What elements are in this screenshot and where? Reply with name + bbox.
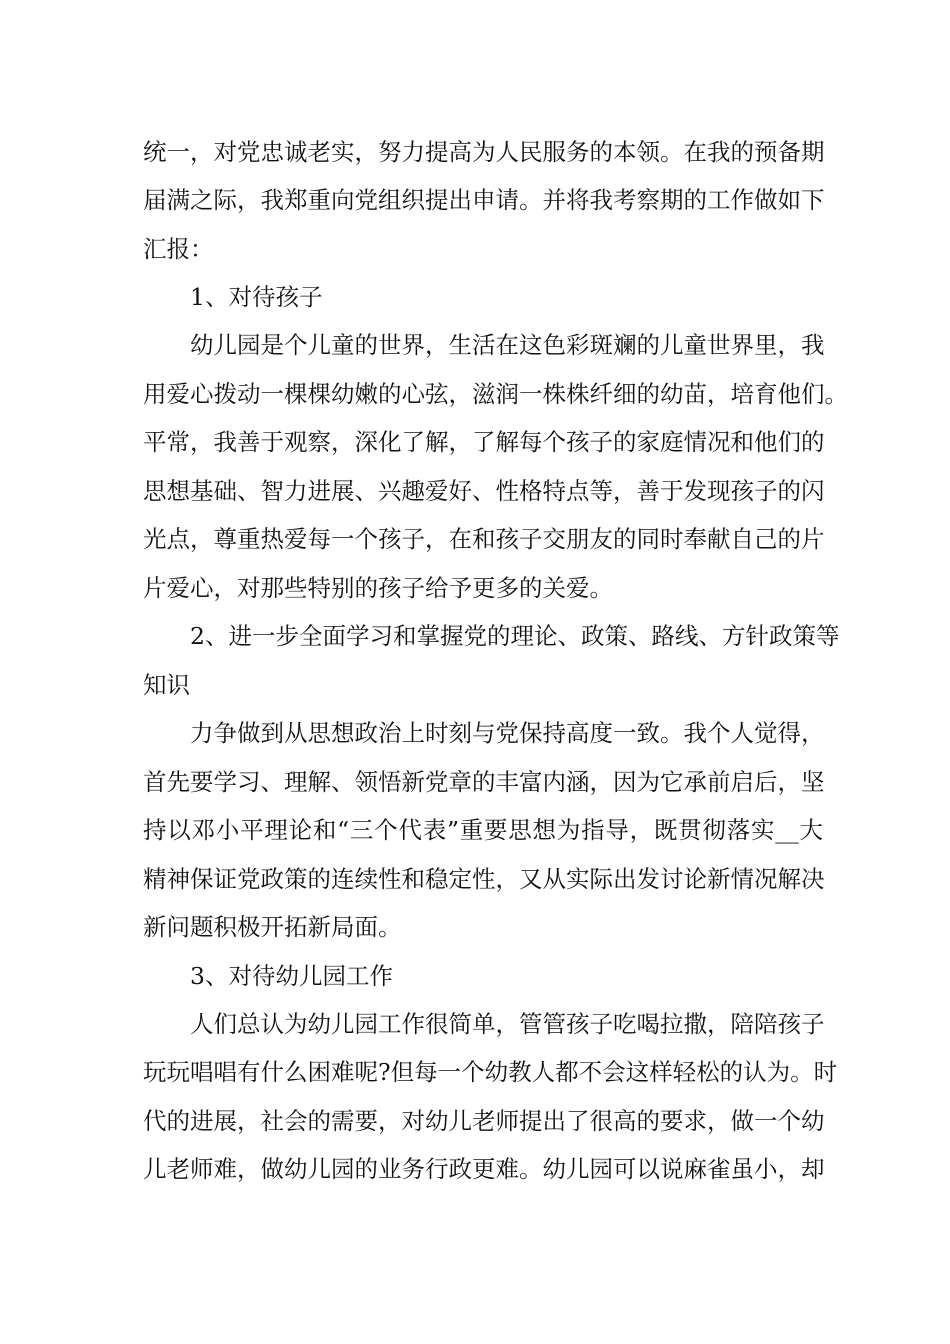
body-text-line: 儿老师难，做幼儿园的业务行政更难。幼儿园可以说麻雀虽小，却 xyxy=(143,1155,825,1183)
body-text-line: 玩玩唱唱有什么困难呢?但每一个幼教人都不会这样轻松的认为。时 xyxy=(143,1058,838,1086)
body-text-line: 幼儿园是个儿童的世界，生活在这色彩斑斓的儿童世界里，我 xyxy=(190,331,825,359)
section-heading-2-continued: 知识 xyxy=(143,671,190,699)
body-text-line: 精神保证党政策的连续性和稳定性，又从实际出发讨论新情况解决 xyxy=(143,865,825,893)
body-text-line: 片爱心，对那些特别的孩子给予更多的关爱。 xyxy=(143,574,613,602)
body-text-line: 汇报： xyxy=(143,235,214,263)
body-text-line: 首先要学习、理解、领悟新党章的丰富内涵，因为它承前启后，坚 xyxy=(143,768,825,796)
body-text-line: 代的进展，社会的需要，对幼儿老师提出了很高的要求，做一个幼 xyxy=(143,1107,825,1135)
body-text-line: 统一，对党忠诚老实，努力提高为人民服务的本领。在我的预备期 xyxy=(143,138,825,166)
body-text-line: 用爱心拨动一棵棵幼嫩的心弦，滋润一株株纤细的幼苗，培育他们。 xyxy=(143,380,848,408)
body-text-line: 平常，我善于观察，深化了解，了解每个孩子的家庭情况和他们的 xyxy=(143,428,825,456)
section-heading-3: 3、对待幼儿园工作 xyxy=(190,962,393,990)
body-text-line: 力争做到从思想政治上时刻与党保持高度一致。我个人觉得， xyxy=(190,719,825,747)
body-text-line: 持以邓小平理论和“三个代表”重要思想为指导，既贯彻落实__大 xyxy=(143,816,823,844)
section-heading-1: 1、对待孩子 xyxy=(190,283,323,311)
body-text-line: 新问题积极开拓新局面。 xyxy=(143,913,402,941)
body-text-line: 思想基础、智力进展、兴趣爱好、性格特点等，善于发现孩子的闪 xyxy=(143,477,825,505)
body-text-line: 届满之际，我郑重向党组织提出申请。并将我考察期的工作做如下 xyxy=(143,186,825,214)
body-text-line: 人们总认为幼儿园工作很简单，管管孩子吃喝拉撒，陪陪孩子 xyxy=(190,1010,825,1038)
section-heading-2: 2、进一步全面学习和掌握党的理论、政策、路线、方针政策等 xyxy=(190,622,840,650)
body-text-line: 光点，尊重热爱每一个孩子，在和孩子交朋友的同时奉献自己的片 xyxy=(143,525,825,553)
